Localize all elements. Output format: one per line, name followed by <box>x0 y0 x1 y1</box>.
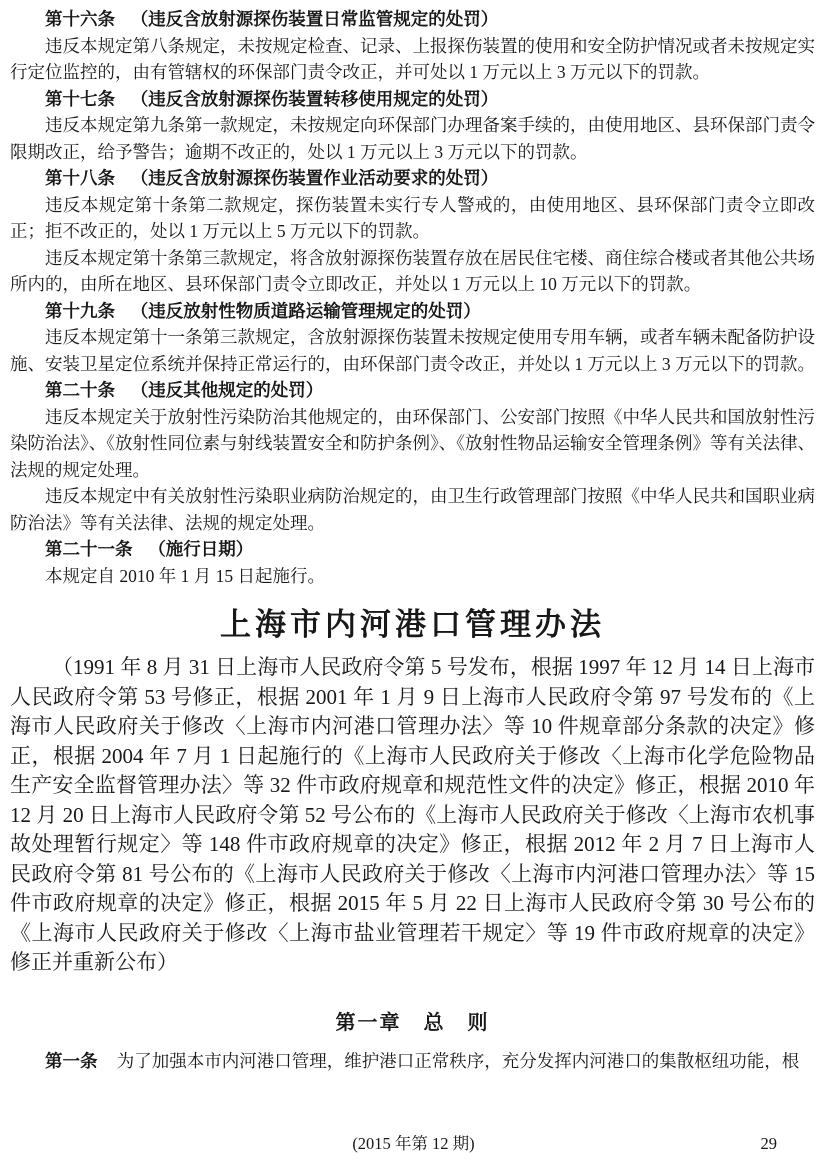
article-19-number: 第十九条 <box>45 300 115 321</box>
article-18-paragraph-1: 违反本规定第十条第二款规定，探伤装置未实行专人警戒的，由使用地区、县环保部门责令立即改正；拒不改正的，处以 1 万元以上 5 万元以下的罚款。 <box>10 194 815 241</box>
law-preamble: （1991 年 8 月 31 日上海市人民政府令第 5 号发布，根据 1997 年 12 月 14 日上海市人民政府令第 53 号修正，根据 2001 年 1 月 9 日上海市人民政府令第 97 号发布的《上海市人民政府关于修改〈上海市内河港口管理办法〉等 10 件规章部分条款的决定》修正，根据 2004 年 7 月 1 日起施行的《上海市人民政府关于修改〈上海市化学危险物品生产安全监督管理办法〉等 32 件市政府规章和规范性文件的决定》修正，根据 2010 年 12 月 20 日上海市人民政府令第 52 号公布的《上海市人民政府关于修改〈上海市农机事故处理暂行规定〉等 148 件市政府规章的决定》修正，根据 2012 年 2 月 7 日上海市人民政府令第 81 号公布的《上海市人民政府关于修改〈上海市内河港口管理办法〉等 15 件市政府规章的决定》修正，根据 2015 年 5 月 22 日上海市人民政府令第 30 号公布的《上海市人民政府关于修改〈上海市盐业管理若干规定〉等 19 件市政府规章的决定》修正并重新公布） <box>10 655 815 974</box>
page-number: 29 <box>760 1134 777 1153</box>
article-20-number: 第二十条 <box>45 380 115 400</box>
article-21-paragraph: 本规定自 2010 年 1 月 15 日起施行。 <box>45 565 325 586</box>
article-19-heading <box>10 298 815 325</box>
page-footer <box>0 1130 827 1154</box>
article-16-title: （违反含放射源探伤装置日常监管规定的处罚） <box>130 9 499 29</box>
article-20-paragraph-2: 违反本规定中有关放射性污染职业病防治规定的，由卫生行政管理部门按照《中华人民共和国职业病防治法》等有关法律、法规的规定处理。 <box>10 486 815 533</box>
article-20-title: （违反其他规定的处罚） <box>130 380 324 400</box>
article-17-paragraph: 违反本规定第九条第一款规定，未按规定向环保部门办理备案手续的，由使用地区、县环保部门责令限期改正，给予警告；逾期不改正的，处以 1 万元以上 3 万元以下的罚款。 <box>10 115 815 162</box>
article-17-number: 第十七条 <box>45 88 115 109</box>
journal-issue-label: (2015 年第 12 期) <box>352 1134 475 1153</box>
article-16-paragraph: 违反本规定第八条规定，未按规定检查、记录、上报探伤装置的使用和安全防护情况或者未按规定实行定位监控的，由有管辖权的环保部门责令改正，并可处以 1 万元以上 3 万元以下的罚款。 <box>10 35 815 82</box>
article-20-heading <box>10 377 815 404</box>
law-title: 上海市内河港口管理办法 <box>220 607 605 642</box>
article-20-paragraph-1: 违反本规定关于放射性污染防治其他规定的，由环保部门、公安部门按照《中华人民共和国放射性污染防治法》、《放射性同位素与射线装置安全和防护条例》、《放射性物品运输安全管理条例》等有关法律、法规的规定处理。 <box>10 406 815 480</box>
article-17-title: （违反含放射源探伤装置转移使用规定的处罚） <box>130 88 499 109</box>
article-17-heading <box>10 86 815 113</box>
chapter-1-heading: 第一章 总 则 <box>335 1011 490 1034</box>
article-16-number: 第十六条 <box>45 9 115 29</box>
article-21-title: （施行日期） <box>148 539 254 559</box>
article-16-heading <box>10 6 815 33</box>
article-18-heading <box>10 165 815 192</box>
law-article-1-number: 第一条 <box>45 1050 98 1071</box>
article-18-number: 第十八条 <box>45 168 115 188</box>
previous-regulation-section <box>10 6 815 589</box>
article-21-heading <box>10 536 815 563</box>
law-article-1 <box>10 1048 815 1075</box>
law-article-1-text: 为了加强本市内河港口管理，维护港口正常秩序，充分发挥内河港口的集散枢纽功能，根 <box>116 1050 800 1071</box>
article-18-paragraph-2: 违反本规定第十条第三款规定，将含放射源探伤装置存放在居民住宅楼、商住综合楼或者其他公共场所内的，由所在地区、县环保部门责令立即改正，并处以 1 万元以上 10 万元以下的罚款。 <box>10 247 815 294</box>
article-21-number: 第二十一条 <box>45 539 133 559</box>
article-19-title: （违反放射性物质道路运输管理规定的处罚） <box>130 300 481 321</box>
article-19-paragraph: 违反本规定第十一条第三款规定，含放射源探伤装置未按规定使用专用车辆，或者车辆未配备防护设施、安装卫星定位系统并保持正常运行的，由环保部门责令改正，并处以 1 万元以上 3 万元以下的罚款。 <box>10 327 815 374</box>
article-18-title: （违反含放射源探伤装置作业活动要求的处罚） <box>130 168 499 188</box>
